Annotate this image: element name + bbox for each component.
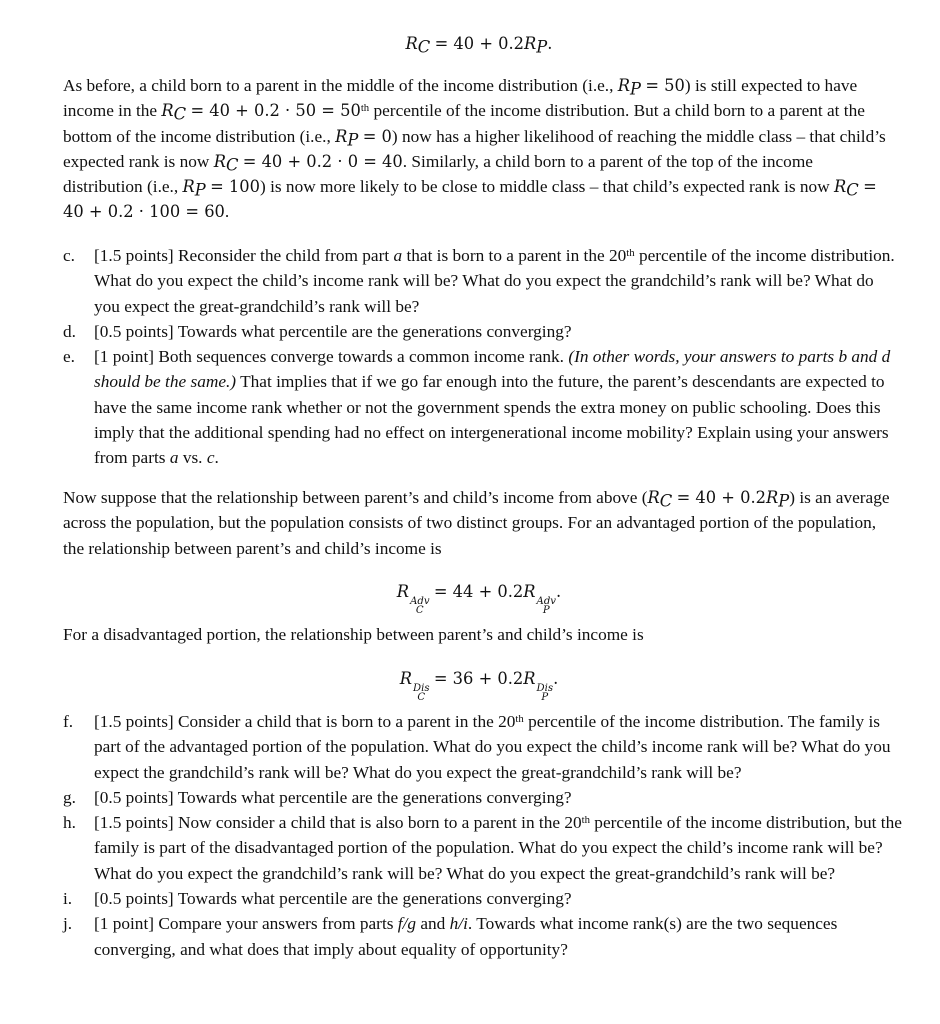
equation-rc-rp: $R_C = 40 + 0.2R_P$. — [405, 34, 553, 57]
question-d: d. [0.5 points] Towards what percentile are the generations converging? — [63, 321, 572, 341]
question-f: f. [1.5 points] Consider a child that is born to a parent in the 20th percentile of the income distribution. The family is part of the advantaged portion of the population. What do you expect the child’s income rank will be? What do you expect the grandchild’s rank will be? What do you expect the great-grandchild’s rank will be? — [63, 712, 891, 782]
question-list-c-e — [63, 243, 903, 471]
question-j: j. [1 point] Compare your answers from parts f/g and h/i. Towards what income rank(s) are the two sequences converging, and what does that imply about equality of opportunity? — [63, 914, 838, 959]
paragraph-as-before: As before, a child born to a parent in the middle of the income distribution (i.e., $R_P = 50$) is still expected to have income in the $R_C = 40 + 0.2 \cdot 50 = 50th$ percentile of the income distribution. But a child born to a parent at the bottom of the income distribution (i.e., $R_P = 0$) now has a higher likelihood of reaching the middle class – that child’s expected rank is now $R_C = 40 + 0.2 \cdot 0 = 40$. Similarly, a child born to a parent of the top of the income distribution (i.e., $R_P = 100$) is now more likely to be close to middle class – that child’s expected rank is now $R_C = 40 + 0.2 \cdot 100 = 60$. — [63, 76, 886, 222]
equation-advantaged: R Adv C = 44 + 0.2R Adv P . — [396, 582, 562, 617]
question-list-f-j — [63, 709, 903, 962]
question-c: c. [1.5 points] Reconsider the child from part a that is born to a parent in the 20th percentile of the income distribution. What do you expect the child’s income rank will be? What do you expect the grandchild’s rank will be? What do you expect the great-grandchild’s rank will be? — [63, 246, 895, 316]
question-e: e. [1 point] Both sequences converge towards a common income rank. (In other words, your answers to parts b and d should be the same.) That implies that if we go far enough into the future, the parent’s descendants are expected to have the same income rank whether or not the government spends the extra money on public schooling. Does this imply that the additional spending had no effect on intergenerational income mobility? Explain using your answers from parts a vs. c. — [63, 347, 891, 468]
question-g: g. [0.5 points] Towards what percentile are the generations converging? — [63, 787, 572, 807]
equation-disadvantaged: R Dis C = 36 + 0.2R Dis P . — [399, 669, 559, 704]
paragraph-disadvantaged: For a disadvantaged portion, the relationship between parent’s and child’s income is — [63, 625, 644, 644]
question-h: h. [1.5 points] Now consider a child that is also born to a parent in the 20th percentile of the income distribution, but the family is part of the disadvantaged portion of the population. What do you expect the child’s income rank will be? What do you expect the grandchild’s rank will be? What do you expect the great-grandchild’s rank will be? — [63, 813, 902, 883]
paragraph-now-suppose: Now suppose that the relationship between parent’s and child’s income from above $(R_C = 40 + 0.2R_P)$ is an average across the population, but the population consists of two distinct groups. For an advantaged portion of the population, the relationship between parent’s and child’s income is — [63, 488, 890, 558]
question-i: i. [0.5 points] Towards what percentile are the generations converging? — [63, 889, 572, 909]
